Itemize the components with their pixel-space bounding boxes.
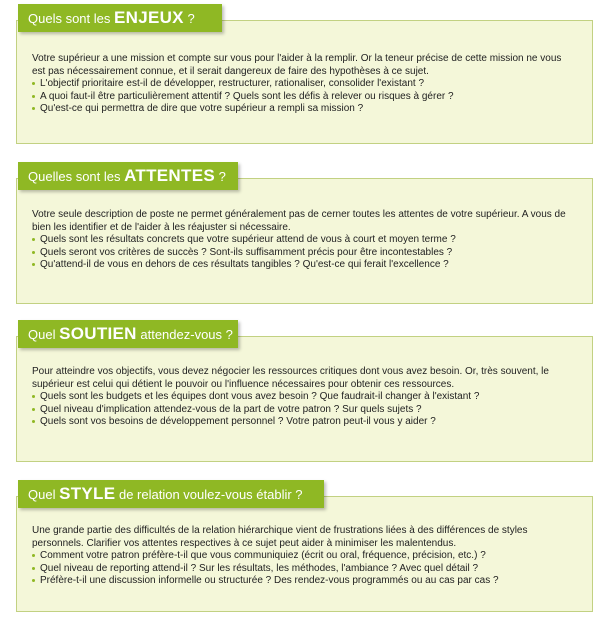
title-prefix: Quel: [28, 487, 60, 502]
title-keyword: ENJEUX: [114, 8, 184, 27]
list-item: Préfère-t-il une discussion informelle ou structurée ? Des rendez-vous programmés ou au cas par cas ?: [32, 575, 572, 588]
question-list: [32, 391, 572, 429]
question-list: [32, 234, 572, 272]
section-title-tab: [18, 4, 222, 32]
section-body: [32, 209, 572, 272]
section-title-tab: [18, 162, 238, 190]
section-body: [32, 525, 572, 588]
title-prefix: Quel: [28, 327, 60, 342]
section-body: [32, 53, 572, 116]
title-suffix: ?: [214, 169, 226, 184]
title-keyword: STYLE: [59, 484, 116, 503]
list-item: Quels seront vos critères de succès ? Sont-ils suffisamment précis pour être incontestables ?: [32, 247, 572, 260]
section-body: [32, 366, 572, 429]
title-keyword: ATTENTES: [124, 166, 215, 185]
list-item: Quels sont les budgets et les équipes dont vous avez besoin ? Que faudrait-il changer à l'existant ?: [32, 391, 572, 404]
title-suffix: de relation voulez-vous établir ?: [115, 487, 303, 502]
title-prefix: Quelles sont les: [28, 169, 125, 184]
list-item: Comment votre patron préfère-t-il que vous communiquiez (écrit ou oral, fréquence, précision, etc.) ?: [32, 550, 572, 563]
title-suffix: attendez-vous ?: [136, 327, 233, 342]
title-suffix: ?: [183, 11, 195, 26]
title-keyword: SOUTIEN: [59, 324, 137, 343]
intro-paragraph: Votre seule description de poste ne permet généralement pas de cerner toutes les attentes de votre supérieur. A vous de bien les identifier et de l'aider à les réajuster si nécessaire.: [32, 209, 566, 233]
list-item: Qu'est-ce qui permettra de dire que votre supérieur a rempli sa mission ?: [32, 103, 572, 116]
section-title-tab: [18, 320, 238, 348]
intro-paragraph: Votre supérieur a une mission et compte sur vous pour l'aider à la remplir. Or la teneur précise de cette mission ne vous est pas nécessairement connue, et il serait dangereux de faire des hypothèses à ce sujet.: [32, 53, 562, 77]
list-item: Qu'attend-il de vous en dehors de ces résultats tangibles ? Qu'est-ce qui ferait l'excellence ?: [32, 259, 572, 272]
question-list: [32, 550, 572, 588]
list-item: Quel niveau de reporting attend-il ? Sur les résultats, les méthodes, l'ambiance ? Avec quel détail ?: [32, 563, 572, 576]
section-title-tab: [18, 480, 324, 508]
list-item: L'objectif prioritaire est-il de développer, restructurer, rationaliser, consolider l'existant ?: [32, 78, 572, 91]
question-list: [32, 78, 572, 116]
list-item: A quoi faut-il être particulièrement attentif ? Quels sont les défis à relever ou risques à gérer ?: [32, 91, 572, 104]
list-item: Quel niveau d'implication attendez-vous de la part de votre patron ? Sur quels sujets ?: [32, 404, 572, 417]
intro-paragraph: Pour atteindre vos objectifs, vous devez négocier les ressources critiques dont vous avez besoin. Or, très souvent, le supérieur est celui qui détient le pouvoir ou l'influence nécessaires pour obtenir ces ressources.: [32, 366, 549, 390]
list-item: Quels sont vos besoins de développement personnel ? Votre patron peut-il vous y aider ?: [32, 416, 572, 429]
intro-paragraph: Une grande partie des difficultés de la relation hiérarchique vient de frustrations liées à des différences de styles personnels. Clarifier vos attentes respectives à ce sujet peut aider à minimiser les malentendus.: [32, 525, 528, 549]
list-item: Quels sont les résultats concrets que votre supérieur attend de vous à court et moyen terme ?: [32, 234, 572, 247]
title-prefix: Quels sont les: [28, 11, 114, 26]
